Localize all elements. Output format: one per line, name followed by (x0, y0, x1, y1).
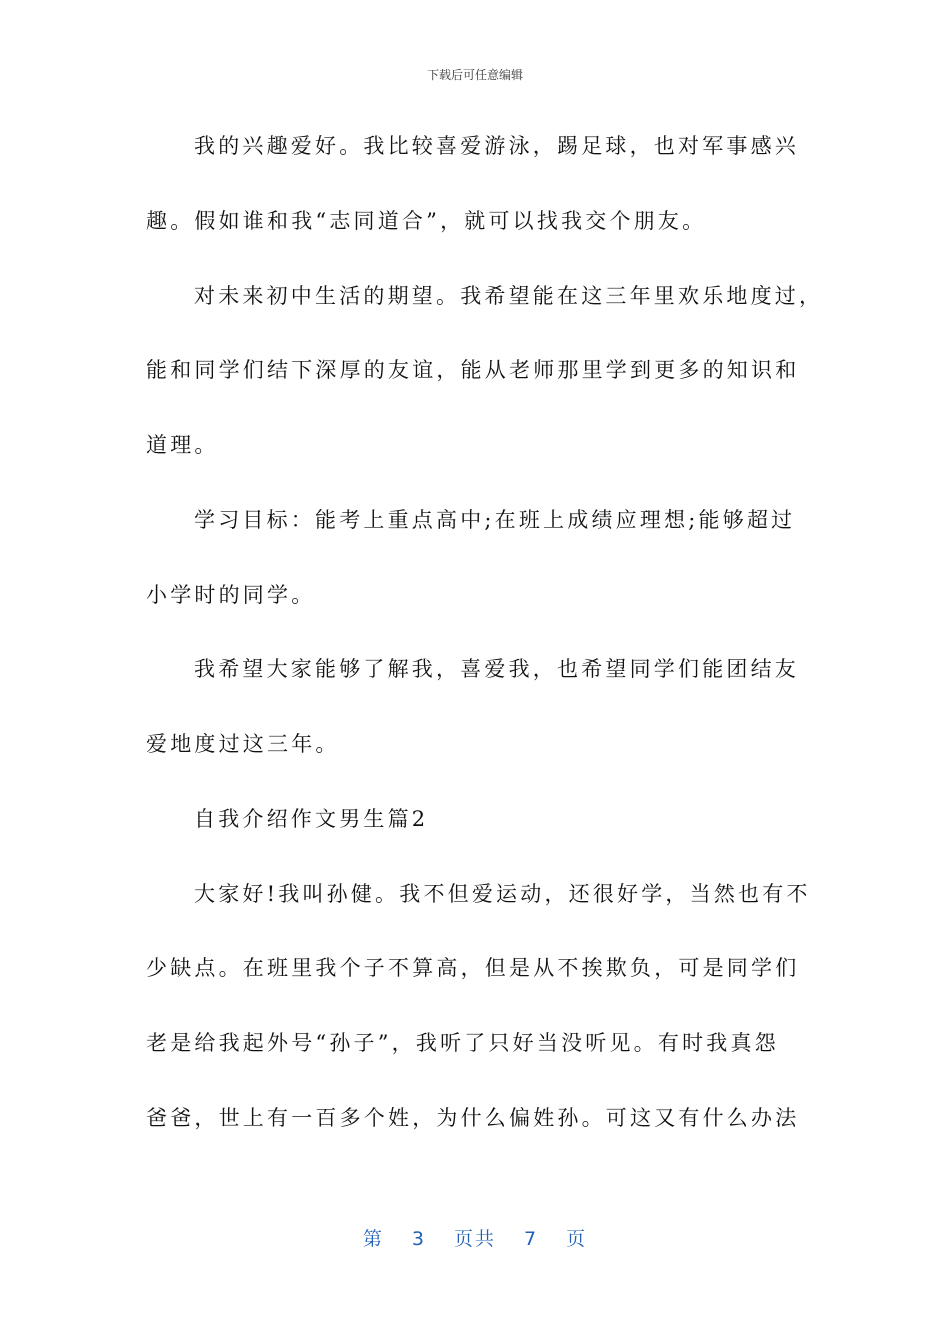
current-page-number: 3 (411, 1228, 426, 1250)
text-line: 能和同学们结下深厚的友谊，能从老师那里学到更多的知识和 (146, 358, 800, 382)
text-line: 趣。假如谁和我“志同道合”，就可以找我交个朋友。 (146, 209, 707, 233)
page-header: 下载后可任意编辑 (426, 68, 523, 82)
section-heading: 自我介绍作文男生篇2 (194, 807, 429, 831)
text-line: 大家好!我叫孙健。我不但爱运动，还很好学，当然也有不 (194, 882, 811, 906)
text-line: 爸爸，世上有一百多个姓，为什么偏姓孙。可这又有什么办法 (146, 1106, 800, 1130)
text-line: 我的兴趣爱好。我比较喜爱游泳，踢足球，也对军事感兴 (194, 134, 799, 158)
text-line: 道理。 (146, 433, 219, 457)
footer-prefix: 第 (362, 1228, 384, 1250)
page-footer (0, 1224, 950, 1251)
text-line: 学习目标：能考上重点高中;在班上成绩应理想;能够超过 (194, 508, 796, 532)
total-page-number: 7 (524, 1228, 539, 1250)
text-line: 少缺点。在班里我个子不算高，但是从不挨欺负，可是同学们 (146, 956, 800, 980)
text-line: 爱地度过这三年。 (146, 732, 340, 756)
text-line: 对未来初中生活的期望。我希望能在这三年里欢乐地度过， (194, 284, 824, 308)
footer-middle: 页共 (453, 1228, 496, 1250)
footer-suffix: 页 (566, 1228, 588, 1250)
text-line: 我希望大家能够了解我，喜爱我，也希望同学们能团结友 (194, 657, 799, 681)
text-line: 小学时的同学。 (146, 583, 316, 607)
text-line: 老是给我起外号“孙子”，我听了只好当没听见。有时我真怨 (146, 1031, 779, 1055)
